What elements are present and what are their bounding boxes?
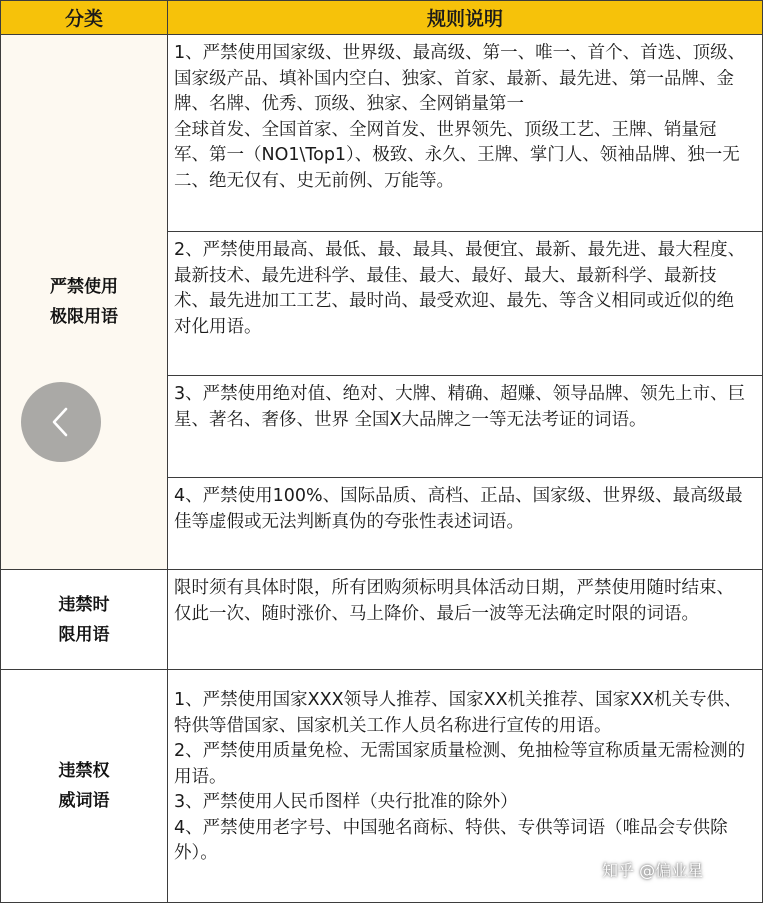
table-header-row [1,1,763,35]
rule-text: 4、严禁使用100%、国际品质、高档、正品、国家级、世界级、最高级最佳等虚假或无法判断真伪的夸张性表述词语。 [174,486,743,532]
rule-cell [168,478,763,570]
back-button[interactable] [21,382,101,462]
category-cell-time-limit [1,570,168,670]
rule-text: 2、严禁使用最高、最低、最、最具、最便宜、最新、最先进、最大程度、最新技术、最先进科学、最佳、最大、最好、最大、最新科学、最新技术、最先进加工工艺、最时尚、最受欢迎、最先、等含义相同或近似的绝对化用语。 [174,240,746,337]
rule-text: 3、严禁使用绝对值、绝对、大牌、精确、超赚、领导品牌、领先上市、巨星、著名、奢侈、世界 全国X大品牌之一等无法考证的词语。 [174,384,746,430]
watermark: 知乎 @偏业星 [602,861,704,880]
category-label: 严禁使用 极限用语 [50,277,118,327]
category-cell-absolute-terms [1,35,168,570]
rule-cell [168,376,763,478]
category-cell-authority [1,670,168,903]
rule-cell [168,35,763,232]
category-label: 违禁时 限用语 [58,594,110,645]
header-category: 分类 [1,1,168,35]
chevron-left-icon [46,405,76,439]
table-row [1,570,763,670]
category-label: 违禁权 威词语 [58,761,110,811]
table-row [1,35,763,232]
rule-cell [168,232,763,376]
rule-cell [168,570,763,670]
header-description: 规则说明 [168,1,763,35]
rule-text: 1、严禁使用国家XXX领导人推荐、国家XX机关推荐、国家XX机关专供、特供等借国家、国家机关工作人员名称进行宣传的用语。 2、严禁使用质量免检、无需国家质量检测、免抽检等宣称质量无需检测的用语。 3、严禁使用人民币图样（央行批准的除外） 4、严禁使用老字号、中国驰名商标、特供、专供等词语（唯品会专供除外）。 [174,690,746,863]
rule-text: 限时须有具体时限，所有团购须标明具体活动日期，严禁使用随时结束、仅此一次、随时涨价、马上降价、最后一波等无法确定时限的词语。 [174,578,734,624]
rule-text: 1、严禁使用国家级、世界级、最高级、第一、唯一、首个、首选、顶级、国家级产品、填补国内空白、独家、首家、最新、最先进、第一品牌、金牌、名牌、优秀、顶级、独家、全网销量第一 全球首发、全国首家、全网首发、世界领先、顶级工艺、王牌、销量冠军、第一（NO1\Top1）、极致、永久、王牌、掌门人、领袖品牌、独一无二、绝无仅有、史无前例、万能等。 [174,43,746,191]
